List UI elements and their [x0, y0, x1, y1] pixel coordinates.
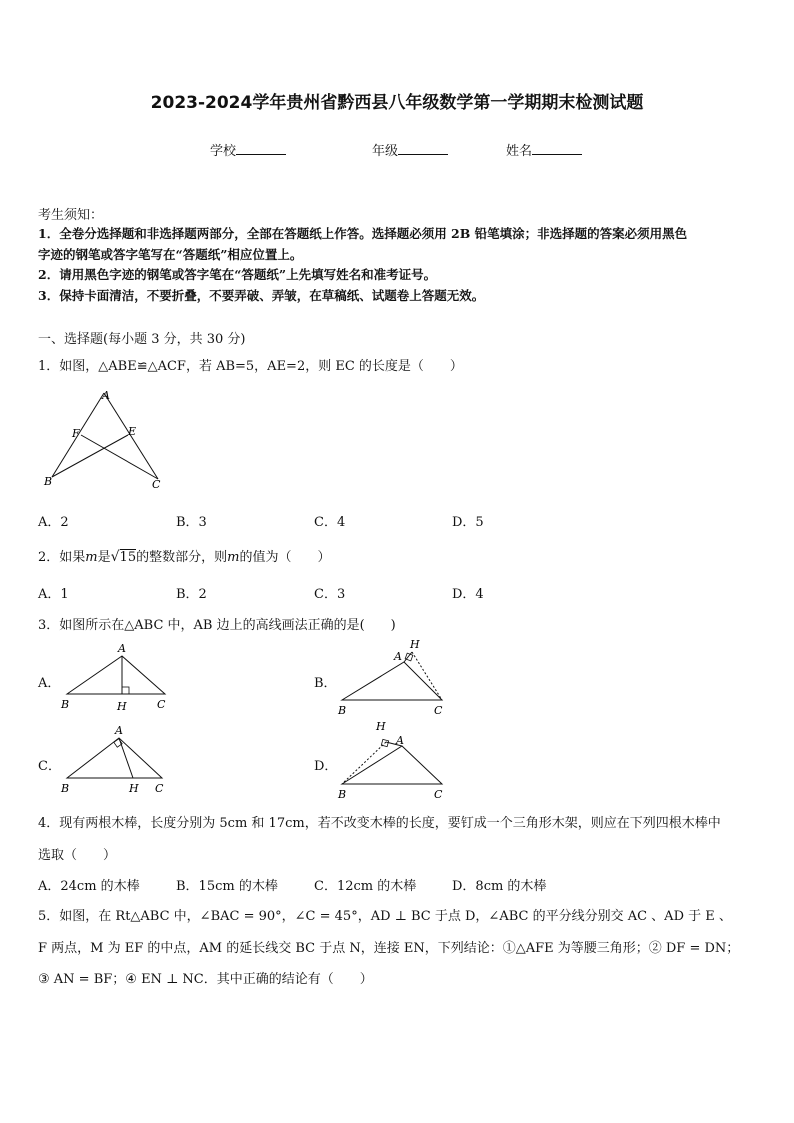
q2-option-c[interactable]: C．3: [314, 587, 346, 602]
q1-label-c: C: [152, 478, 161, 491]
q4-stem-line1: 4．现有两根木棒，长度分别为 5cm 和 17cm，若不改变木棒的长度，要钉成一个三角形木架，则应在下列四根木棒中: [38, 816, 721, 831]
q2-pre: 2．如果: [38, 550, 86, 565]
q3c-label-c: C: [155, 782, 164, 795]
q3-figure-c: [55, 722, 185, 797]
q4-option-c[interactable]: C．12cm 的木棒: [314, 879, 417, 894]
q3b-label-b: B: [338, 704, 347, 717]
q4-option-b[interactable]: B．15cm 的木棒: [176, 879, 278, 894]
q1-label-e: E: [128, 425, 137, 438]
q3a-label-b: B: [61, 698, 70, 711]
notice-heading: 考生须知：: [38, 208, 104, 223]
name-blank[interactable]: [532, 142, 582, 155]
q3-option-d[interactable]: D．: [314, 759, 338, 774]
q3-figure-d: [334, 716, 454, 804]
q1-label-f: F: [72, 427, 80, 440]
q1-option-a[interactable]: A．2: [38, 515, 69, 530]
q2-option-a[interactable]: A．1: [38, 587, 69, 602]
name-field[interactable]: [506, 140, 582, 159]
q3-option-b[interactable]: B．: [314, 676, 337, 691]
q1-option-d[interactable]: D．5: [452, 515, 484, 530]
q2-option-d[interactable]: D．4: [452, 587, 484, 602]
q3-stem: 3．如图所示在△ABC 中，AB 边上的高线画法正确的是( ): [38, 618, 396, 633]
q4-option-a[interactable]: A．24cm 的木棒: [38, 879, 140, 894]
q5-stem-line2: F 两点，M 为 EF 的中点，AM 的延长线交 BC 于点 N，连接 EN，下列结论：①△AFE 为等腰三角形；② DF = DN；: [38, 941, 740, 956]
school-label: 学校: [210, 144, 237, 159]
q1-option-c[interactable]: C．4: [314, 515, 346, 530]
q2-post: 的值为（ ）: [239, 550, 331, 565]
grade-field[interactable]: [372, 140, 448, 159]
notice-item-1a: 1．全卷分选择题和非选择题两部分，全部在答题纸上作答。选择题必须用 2B 铅笔填涂；非选择题的答案必须用黑色: [38, 226, 688, 241]
q1-figure: [40, 385, 170, 495]
q3-figure-b: [334, 636, 454, 721]
section-heading: 一、选择题(每小题 3 分，共 30 分): [38, 332, 246, 347]
notice-item-3: 3．保持卡面清洁，不要折叠，不要弄破、弄皱，在草稿纸、试题卷上答题无效。: [38, 288, 485, 303]
q3d-label-a: A: [396, 734, 404, 747]
q1-option-b[interactable]: B．3: [176, 515, 207, 530]
q4-option-d[interactable]: D．8cm 的木棒: [452, 879, 547, 894]
q1-stem: 1．如图，△ABE≌△ACF，若 AB=5，AE=2，则 EC 的长度是（ ）: [38, 359, 463, 374]
page-title: 2023-2024学年贵州省黔西县八年级数学第一学期期末检测试题: [150, 93, 644, 113]
q5-stem-line3: ③ AN = BF；④ EN ⊥ NC．其中正确的结论有（ ）: [38, 972, 373, 987]
q3d-label-c: C: [434, 788, 443, 801]
q2-option-b[interactable]: B．2: [176, 587, 207, 602]
school-field[interactable]: [210, 140, 286, 159]
q1-label-a: A: [102, 389, 110, 402]
sqrt-icon: √: [110, 549, 120, 565]
q3d-label-b: B: [338, 788, 347, 801]
name-label: 姓名: [506, 144, 533, 159]
q1-label-b: B: [44, 475, 53, 488]
notice-item-1b: 字迹的钢笔或答字笔写在“答题纸”相应位置上。: [38, 247, 303, 262]
q2-is: 是: [97, 550, 111, 565]
q3d-label-h: H: [376, 720, 386, 733]
q3a-label-c: C: [157, 698, 166, 711]
q4-stem-line2: 选取（ ）: [38, 848, 117, 863]
q2-radicand: 15: [119, 550, 137, 565]
grade-blank[interactable]: [398, 142, 448, 155]
q3-figure-a: [55, 640, 185, 715]
q3-option-a[interactable]: A．: [38, 676, 61, 691]
q3c-label-b: B: [61, 782, 70, 795]
q3a-label-h: H: [117, 700, 127, 713]
grade-label: 年级: [372, 144, 399, 159]
q5-stem-line1: 5．如图，在 Rt△ABC 中，∠BAC = 90°，∠C = 45°，AD ⊥ BC 于点 D，∠ABC 的平分线分别交 AC 、AD 于 E 、: [38, 909, 732, 924]
q3-option-c[interactable]: C．: [38, 759, 61, 774]
q3a-label-a: A: [118, 642, 126, 655]
school-blank[interactable]: [236, 142, 286, 155]
q3b-label-h: H: [410, 638, 420, 651]
q3c-label-a: A: [115, 724, 123, 737]
q2-mid: 的整数部分，则: [136, 550, 228, 565]
notice-item-2: 2．请用黑色字迹的钢笔或答字笔在“答题纸”上先填写姓名和准考证号。: [38, 267, 437, 282]
q3b-label-c: C: [434, 704, 443, 717]
q3c-label-h: H: [129, 782, 139, 795]
q2-m-2: m: [227, 550, 240, 565]
q2-stem: [38, 546, 330, 565]
q2-m-1: m: [85, 550, 98, 565]
q3b-label-a: A: [394, 650, 402, 663]
